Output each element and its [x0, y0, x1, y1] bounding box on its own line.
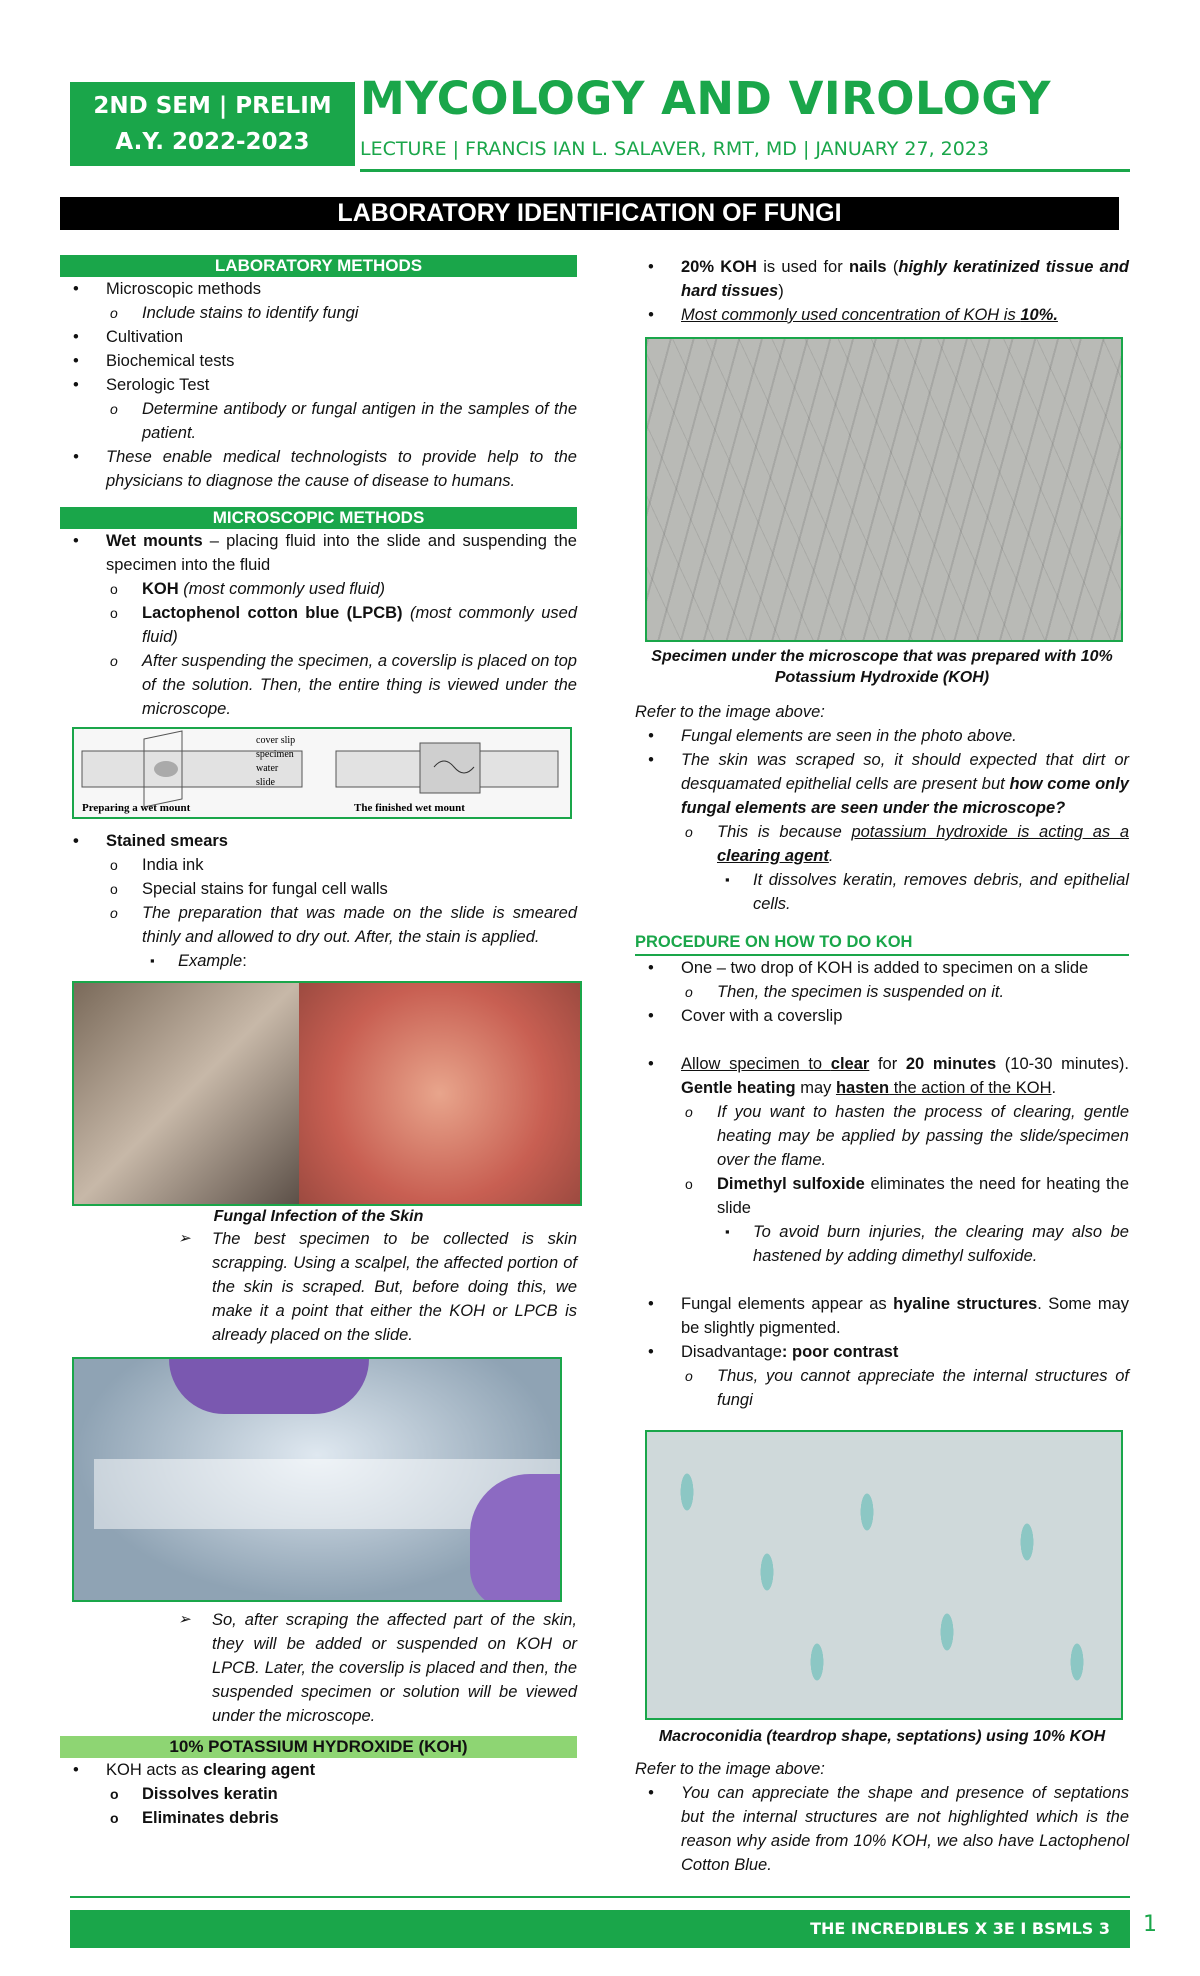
list-item: ▪ To avoid burn injuries, the clearing may also be hastened by adding dimethyl sulfoxide. — [635, 1220, 1129, 1268]
procedure-heading: PROCEDURE ON HOW TO DO KOH — [635, 930, 1129, 956]
refer-text-1: Refer to the image above: — [635, 703, 825, 721]
list-item: • Fungal elements are seen in the photo above. — [635, 724, 1129, 748]
koh-micrograph-caption: Specimen under the microscope that was prepared with 10% Potassium Hydroxide (KOH) — [651, 648, 1113, 686]
spacer — [635, 1028, 1129, 1052]
koh-acts-prefix: KOH acts as — [106, 1761, 204, 1779]
list-item: ➢ The best specimen to be collected is skin scrapping. Using a scalpel, the affected portion of the skin is scraped. But, before doing this, we make it a point that either the KOH or LPCB is already placed on the slide. — [60, 1227, 577, 1347]
footer-bar — [70, 1910, 1130, 1948]
list-item — [635, 1052, 1129, 1100]
list-item: o Then, the specimen is suspended on it. — [635, 980, 1129, 1004]
label-specimen: specimen — [256, 749, 294, 760]
lpcb-note: (most commonly used fluid) — [142, 604, 577, 646]
wet-mounts-term: Wet mounts — [106, 532, 203, 550]
macroconidia-micrograph — [645, 1430, 1123, 1720]
list-item: • Stained smears — [60, 829, 577, 853]
list-item: • Serologic Test — [60, 373, 577, 397]
list-item: o Thus, you cannot appreciate the internal structures of fungi — [635, 1364, 1129, 1412]
list-item: o If you want to hasten the process of clearing, gentle heating may be applied by passing the slide/specimen over the flame. — [635, 1100, 1129, 1172]
microscopic-methods-heading: MICROSCOPIC METHODS — [60, 507, 577, 529]
koh-acts-bold: clearing agent — [203, 1761, 316, 1779]
skin-scraped: The skin was scraped so, it should expected that dirt or desquamated epithelial cells are present but — [681, 751, 1129, 793]
footer-text: THE INCREDIBLES X 3E I BSMLS 3 — [810, 1919, 1110, 1938]
label-preparing: Preparing a wet mount — [82, 802, 191, 814]
list-item: ➢ So, after scraping the affected part of the skin, they will be added or suspended on KOH or LPCB. Later, the coverslip is placed and then, the suspended specimen or solution will be viewed under the microscope. — [60, 1608, 577, 1728]
list-item: o Dissolves keratin — [60, 1782, 577, 1806]
step3-d: may — [795, 1079, 836, 1097]
step3-e: the action of the KOH — [889, 1079, 1052, 1097]
list-item — [635, 303, 1129, 327]
document-subtitle: LECTURE | FRANCIS IAN L. SALAVER, RMT, MD | JANUARY 27, 2023 — [360, 138, 990, 160]
nails-mid: is used for — [756, 258, 849, 276]
list-item: o India ink — [60, 853, 577, 877]
footer-rule — [70, 1896, 1130, 1898]
koh-term: KOH — [142, 580, 179, 598]
list-item — [60, 1758, 577, 1782]
example-colon: : — [242, 952, 247, 970]
label-slide: slide — [256, 777, 275, 788]
scrape-note-list — [60, 1608, 577, 1728]
list-item: • One – two drop of KOH is added to specimen on a slide — [635, 956, 1129, 980]
skin-note-list — [60, 1227, 577, 1347]
list-item: o After suspending the specimen, a coverslip is placed on top of the solution. Then, the entire thing is viewed under the microscope. — [60, 649, 577, 721]
semester-badge — [70, 82, 355, 166]
skin-caption: Fungal Infection of the Skin — [213, 1208, 424, 1225]
scraping-photo — [72, 1357, 562, 1602]
appreciate-list — [635, 1781, 1129, 1877]
step3-gentle: Gentle heating — [681, 1079, 796, 1097]
step3-b: for — [869, 1055, 906, 1073]
disadv-bold: : poor contrast — [781, 1343, 899, 1361]
nails-hk: highly keratinized tissue and hard tissues — [681, 258, 1129, 300]
common-text: Most commonly used concentration of KOH is — [681, 306, 1021, 324]
list-item: o Special stains for fungal cell walls — [60, 877, 577, 901]
list-item — [635, 1292, 1129, 1340]
list-item — [60, 529, 577, 577]
lab-methods-heading: LABORATORY METHODS — [60, 255, 577, 277]
label-finished: The finished wet mount — [354, 802, 465, 814]
nails-close: ) — [778, 282, 784, 300]
list-item — [60, 949, 577, 973]
disadv-label: Disadvantage — [681, 1343, 782, 1361]
list-item: o Determine antibody or fungal antigen in the samples of the patient. — [60, 397, 577, 445]
spacer — [635, 1268, 1129, 1292]
because-end: . — [828, 847, 834, 865]
list-item: • Biochemical tests — [60, 349, 577, 373]
topic-banner: LABORATORY IDENTIFICATION OF FUNGI — [60, 197, 1119, 230]
list-item: • You can appreciate the shape and presence of septations but the internal structures are not highlighted which is the reason why aside from 10% KOH, we also have Lactophenol Cotton Blue. — [635, 1781, 1129, 1877]
skin-scraped-bold: how come only fungal elements are seen under the microscope? — [681, 775, 1129, 817]
lpcb-term: Lactophenol cotton blue (LPCB) — [142, 604, 403, 622]
right-column — [635, 255, 1129, 1877]
step3-clear: clear — [830, 1055, 870, 1073]
nails-pct: 20% KOH — [681, 258, 757, 276]
koh-note: (most commonly used fluid) — [178, 580, 385, 598]
because-bold: clearing agent — [717, 847, 829, 865]
glove-top — [169, 1359, 369, 1414]
list-item — [635, 1340, 1129, 1364]
list-item — [635, 748, 1129, 820]
list-item: o Include stains to identify fungi — [60, 301, 577, 325]
microscopic-methods-list — [60, 529, 577, 721]
procedure-list — [635, 956, 1129, 1412]
list-item — [635, 1172, 1129, 1220]
list-item: • Microscopic methods — [60, 277, 577, 301]
list-item: o The preparation that was made on the slide is smeared thinly and allowed to dry out. After, the stain is applied. — [60, 901, 577, 949]
step3-time: 20 minutes — [905, 1055, 997, 1073]
refer-text-2: Refer to the image above: — [635, 1760, 825, 1778]
list-item — [60, 577, 577, 601]
step3-hasten: hasten — [835, 1079, 890, 1097]
dmso-bold: Dimethyl sulfoxide — [717, 1175, 865, 1193]
observations-list — [635, 724, 1129, 916]
common-bold: 10%. — [1020, 306, 1058, 324]
hyaline-bold: hyaline structures — [893, 1295, 1038, 1313]
step3-a: Allow specimen to — [681, 1055, 831, 1073]
wet-mount-illustration — [74, 729, 570, 817]
step3-c: (10-30 minutes). — [996, 1055, 1129, 1073]
list-item — [60, 601, 577, 649]
nails-open: ( — [886, 258, 899, 276]
page-number: 1 — [1143, 1912, 1157, 1937]
badge-line-1: 2ND SEM | PRELIM — [93, 93, 332, 119]
koh-micrograph — [645, 337, 1123, 642]
because-text: This is because — [717, 823, 852, 841]
list-item: o Eliminates debris — [60, 1806, 577, 1830]
koh-usage-list — [635, 255, 1129, 327]
label-cover-slip: cover slip — [256, 735, 296, 746]
skin-infection-photos — [72, 981, 582, 1206]
lab-methods-list — [60, 277, 577, 493]
because-underline: potassium hydroxide is acting as a — [851, 823, 1129, 841]
wet-mount-diagram — [72, 727, 572, 819]
list-item: • Cover with a coverslip — [635, 1004, 1129, 1028]
left-column — [60, 255, 577, 1830]
koh-list — [60, 1758, 577, 1830]
document-title: MYCOLOGY AND VIROLOGY — [360, 72, 1051, 125]
hyaline-b: . Some may be slightly pigmented. — [681, 1295, 1130, 1337]
list-item: • These enable medical technologists to provide help to the physicians to diagnose the cause of disease to humans. — [60, 445, 577, 493]
example-label: Example — [178, 952, 243, 970]
header-rule — [360, 169, 1130, 172]
list-item — [635, 255, 1129, 303]
skin-lesion-photo — [299, 983, 580, 1204]
macroconidia-caption: Macroconidia (teardrop shape, septations) using 10% KOH — [658, 1728, 1106, 1745]
list-item: ▪ It dissolves keratin, removes debris, and epithelial cells. — [635, 868, 1129, 916]
label-water: water — [256, 763, 279, 774]
scalpel-photo — [74, 983, 299, 1204]
dmso-rest: eliminates the need for heating the slide — [717, 1175, 1129, 1217]
badge-line-2: A.Y. 2022-2023 — [115, 129, 310, 155]
nails-bold: nails — [849, 258, 887, 276]
step3-f: . — [1051, 1079, 1057, 1097]
wet-mounts-definition: – placing fluid into the slide and suspending the specimen into the fluid — [106, 532, 577, 574]
list-item: • Cultivation — [60, 325, 577, 349]
hyaline-a: Fungal elements appear as — [681, 1295, 894, 1313]
koh-heading: 10% POTASSIUM HYDROXIDE (KOH) — [60, 1736, 577, 1758]
stained-smears-list — [60, 829, 577, 973]
list-item — [635, 820, 1129, 868]
